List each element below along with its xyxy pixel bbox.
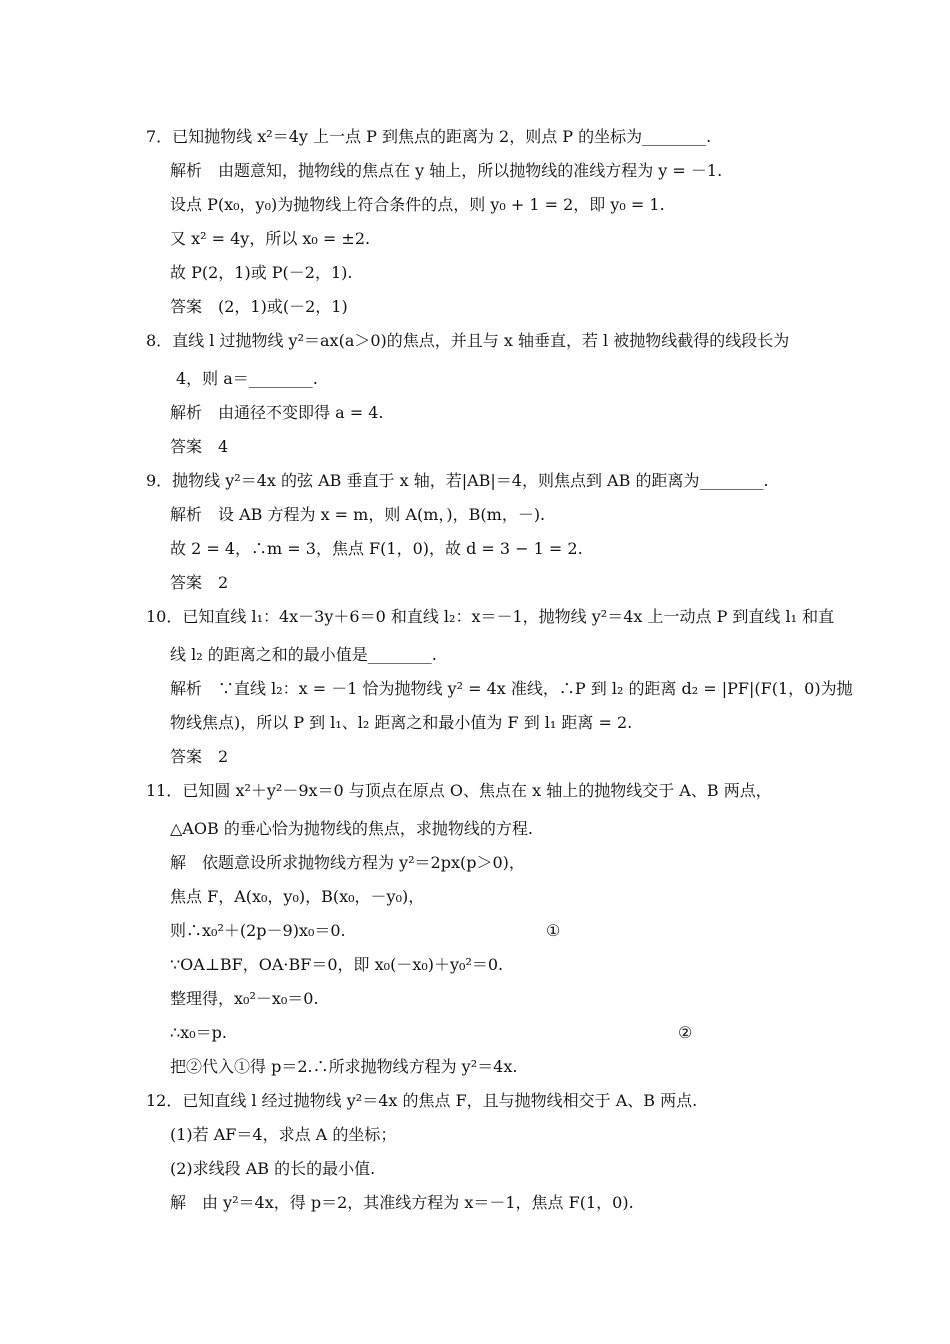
solution-line: 解 依题意设所求抛物线方程为 y²＝2px(p＞0)， (170, 853, 525, 872)
solution-line: 解析 ∵直线 l₂：x = －1 恰为抛物线 y² = 4x 准线，∴P 到 l₂ 的距离 d₂ = |PF|(F(1，0)为抛 (170, 679, 853, 698)
solution-line: 解析 由题意知，抛物线的焦点在 y 轴上，所以抛物线的准线方程为 y = －1. (170, 161, 723, 180)
problem-11: 11．已知圆 x²＋y²－9x＝0 与顶点在原点 O、焦点在 x 轴上的抛物线交于 A、B 两点， (146, 781, 772, 800)
solution-line: 物线焦点)，所以 P 到 l₁、l₂ 距离之和最小值为 F 到 l₁ 距离 = 2. (170, 713, 633, 732)
solution-line: 设点 P(x₀，y₀)为抛物线上符合条件的点，则 y₀ + 1 = 2，即 y₀ = 1. (170, 195, 665, 214)
problem-7: 7．已知抛物线 x²＝4y 上一点 P 到焦点的距离为 2，则点 P 的坐标为________. (146, 127, 712, 146)
solution-line: ∵OA⊥BF，OA·BF＝0，即 x₀(－x₀)＋y₀²＝0. (170, 955, 504, 974)
answer-line: 答案 (2，1)或(－2，1) (170, 297, 348, 316)
problem-11-cont: △AOB 的垂心恰为抛物线的焦点，求抛物线的方程. (170, 819, 533, 838)
solution-line: 解析 设 AB 方程为 x = m，则 A(m，)，B(m，－). (170, 505, 546, 524)
problem-10-cont: 线 l₂ 的距离之和的最小值是________. (170, 645, 437, 664)
problem-10: 10．已知直线 l₁：4x－3y＋6＝0 和直线 l₂：x＝－1，抛物线 y²＝4x 上一动点 P 到直线 l₁ 和直 (146, 607, 835, 626)
answer-line: 答案 2 (170, 747, 229, 766)
problem-9: 9．抛物线 y²＝4x 的弦 AB 垂直于 x 轴，若|AB|＝4，则焦点到 AB 的距离为________. (146, 471, 769, 490)
answer-line: 答案 4 (170, 437, 229, 456)
equation-marker-2: ② (678, 1023, 693, 1042)
solution-line: 焦点 F，A(x₀，y₀)，B(x₀，－y₀)， (170, 887, 425, 906)
solution-line: 则∴x₀²＋(2p－9)x₀＝0. (170, 921, 346, 940)
solution-line: 把②代入①得 p＝2.∴所求抛物线方程为 y²＝4x. (170, 1057, 518, 1076)
solution-line: 整理得，x₀²－x₀＝0. (170, 989, 319, 1008)
answer-line: 答案 2 (170, 573, 229, 592)
problem-8-cont: 4，则 a＝________. (176, 369, 318, 388)
problem-12-part2: (2)求线段 AB 的长的最小值. (170, 1159, 376, 1178)
problem-12-part1: (1)若 AF＝4，求点 A 的坐标； (170, 1125, 397, 1144)
solution-line: 故 2 = 4，∴m = 3，焦点 F(1，0)，故 d = 3 − 1 = 2. (170, 539, 583, 558)
problem-12: 12．已知直线 l 经过抛物线 y²＝4x 的焦点 F，且与抛物线相交于 A、B 两点. (146, 1091, 698, 1110)
solution-line: 故 P(2，1)或 P(－2，1). (170, 263, 353, 282)
equation-marker-1: ① (546, 921, 561, 940)
solution-line: 又 x² = 4y，所以 x₀ = ±2. (170, 229, 371, 248)
solution-line: 解 由 y²＝4x，得 p＝2，其准线方程为 x＝－1，焦点 F(1，0). (170, 1193, 634, 1212)
solution-line: 解析 由通径不变即得 a = 4. (170, 403, 384, 422)
problem-8: 8．直线 l 过抛物线 y²＝ax(a＞0)的焦点，并且与 x 轴垂直，若 l 被抛物线截得的线段长为 (146, 331, 790, 350)
solution-line: ∴x₀＝p. (170, 1023, 227, 1042)
